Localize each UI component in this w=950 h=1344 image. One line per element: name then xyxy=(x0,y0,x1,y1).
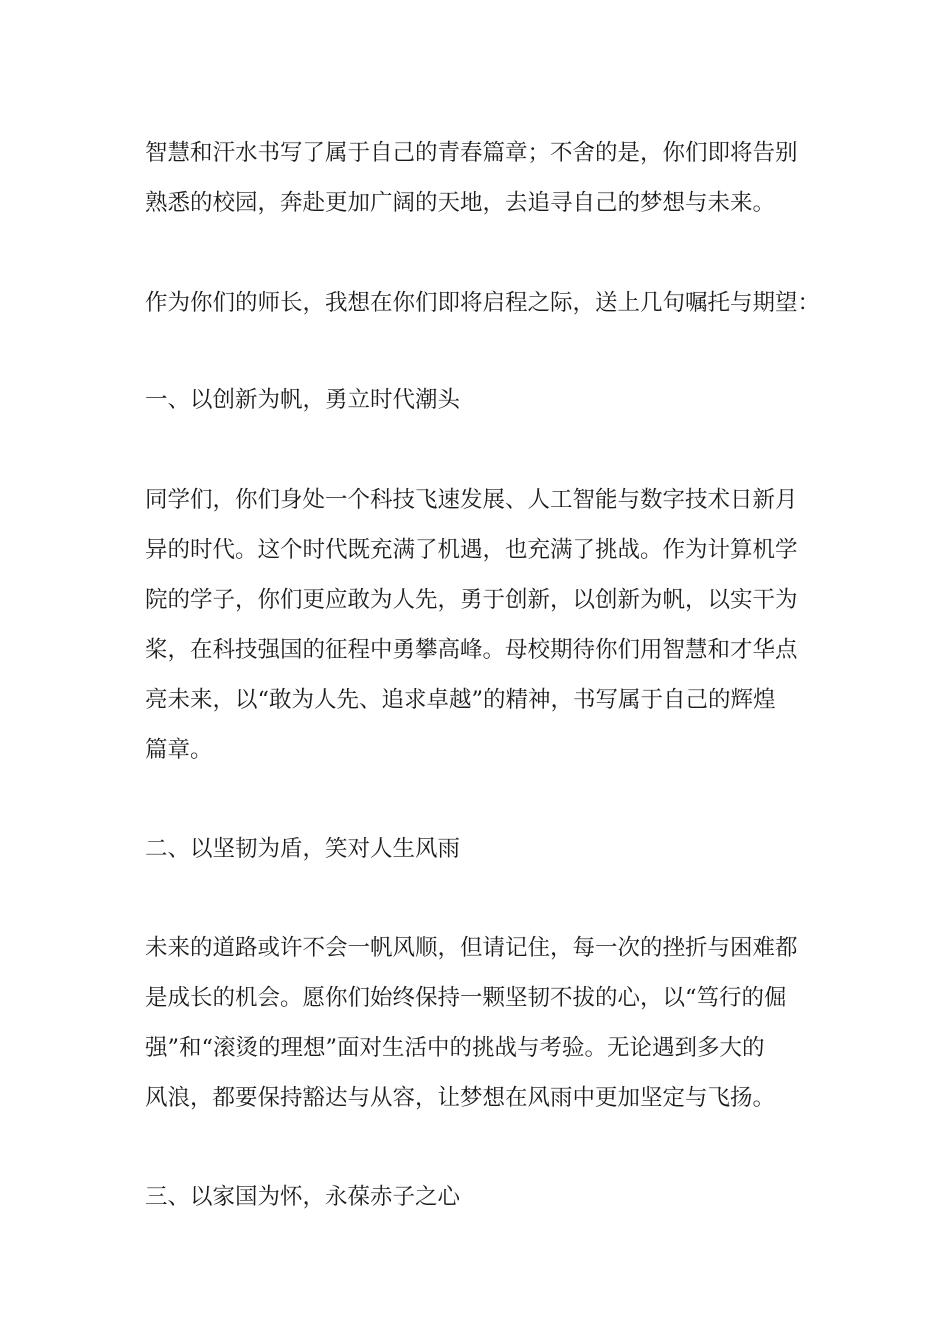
section-heading-2 xyxy=(145,824,815,874)
text-line: 风浪，都要保持豁达与从容，让梦想在风雨中更加坚定与飞扬。 xyxy=(145,1085,776,1111)
text-line: 作为你们的师长，我想在你们即将启程之际，送上几句嘱托与期望： xyxy=(145,290,821,316)
text-line: 未来的道路或许不会一帆风顺，但请记住，每一次的挫折与困难都 xyxy=(145,935,798,961)
text-line: 亮未来，以“敢为人先、追求卓越”的精神，书写属于自己的辉煌 xyxy=(145,687,776,713)
heading-text: 一、以创新为帆，勇立时代潮头 xyxy=(145,387,461,413)
text-line: 强”和“滚烫的理想”面对生活中的挑战与考验。无论遇到多大的 xyxy=(145,1035,765,1061)
section-heading-1 xyxy=(145,375,815,425)
paragraph-intro-wishes xyxy=(145,278,821,328)
section-heading-3 xyxy=(145,1172,815,1222)
paragraph-intro-continuation xyxy=(145,128,815,228)
text-line: 篇章。 xyxy=(145,737,213,763)
heading-text: 二、以坚韧为盾，笑对人生风雨 xyxy=(145,836,461,862)
text-line: 智慧和汗水书写了属于自己的青春篇章；不舍的是，你们即将告别 xyxy=(145,140,798,166)
paragraph-body-2 xyxy=(145,923,815,1123)
text-line: 是成长的机会。愿你们始终保持一颗坚韧不拔的心，以“笃行的倔 xyxy=(145,985,787,1011)
text-line: 异的时代。这个时代既充满了机遇，也充满了挑战。作为计算机学 xyxy=(145,537,798,563)
heading-text: 三、以家国为怀，永葆赤子之心 xyxy=(145,1184,461,1210)
text-line: 同学们，你们身处一个科技飞速发展、人工智能与数字技术日新月 xyxy=(145,487,798,513)
text-line: 熟悉的校园，奔赴更加广阔的天地，去追寻自己的梦想与未来。 xyxy=(145,190,776,216)
paragraph-body-1 xyxy=(145,475,815,775)
text-line: 桨，在科技强国的征程中勇攀高峰。母校期待你们用智慧和才华点 xyxy=(145,637,798,663)
text-line: 院的学子，你们更应敢为人先，勇于创新，以创新为帆，以实干为 xyxy=(145,587,798,613)
